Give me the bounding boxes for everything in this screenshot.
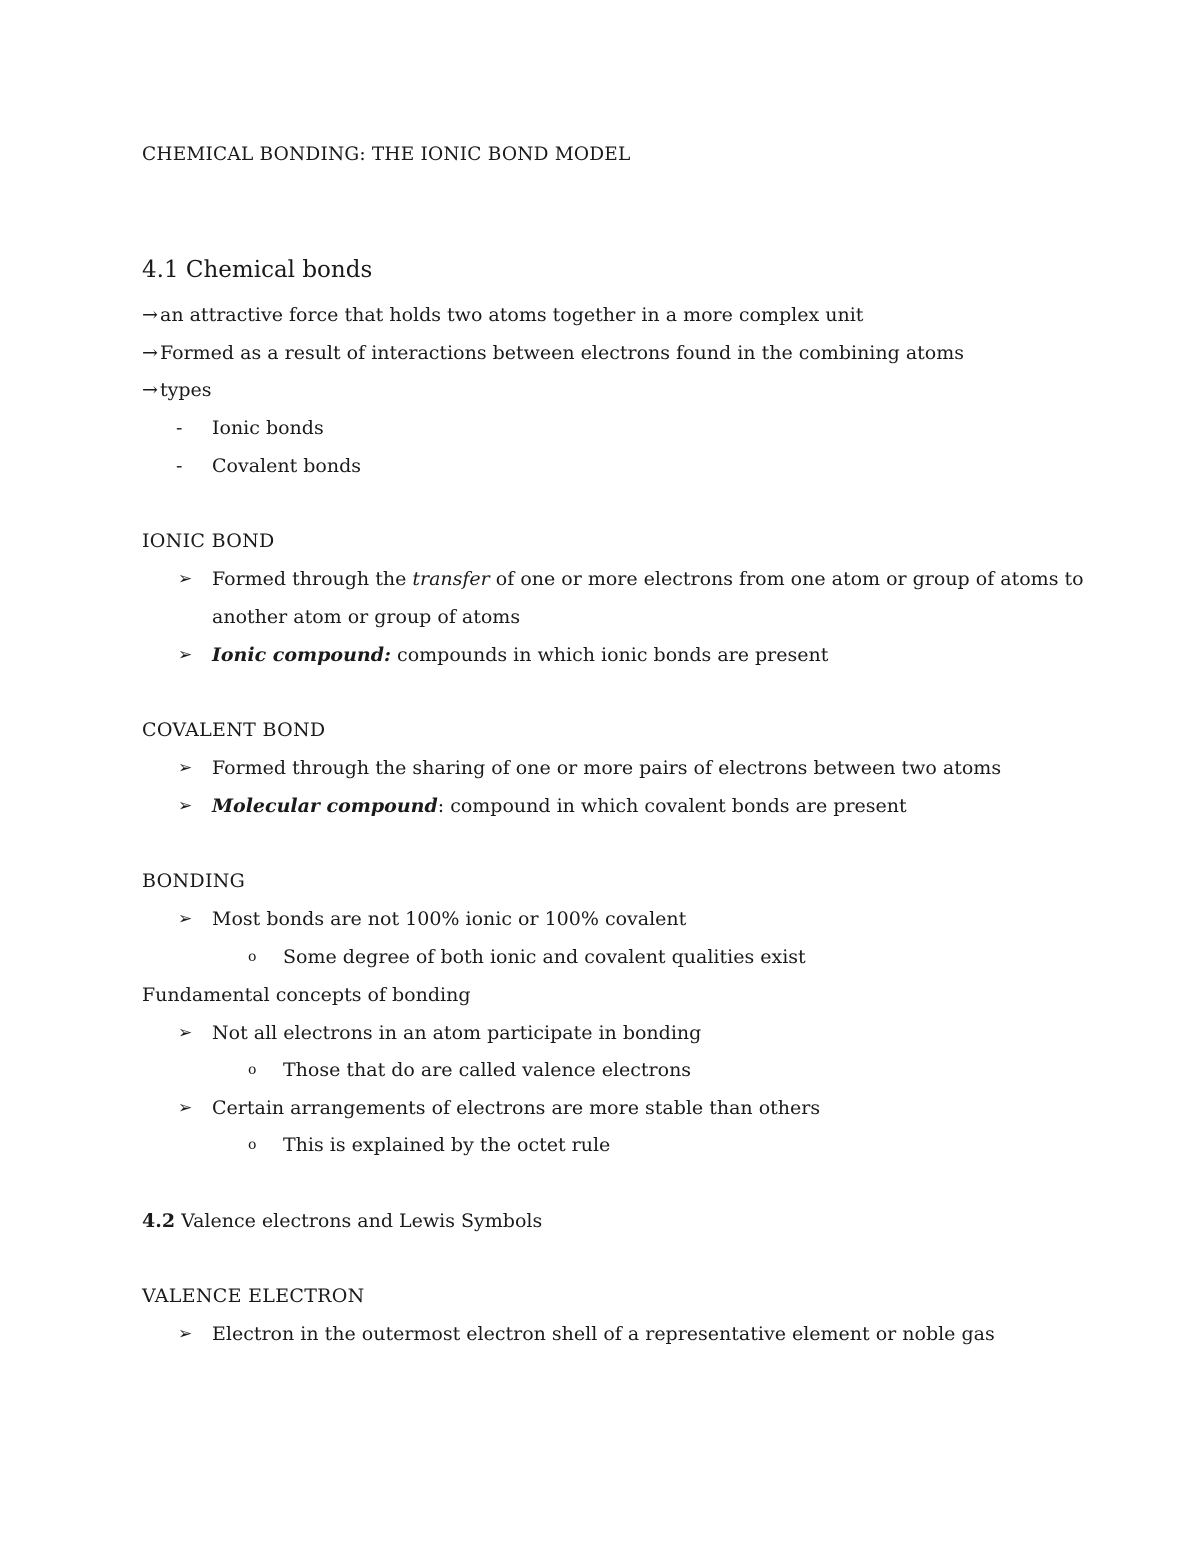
label-fundamental-concepts: Fundamental concepts of bonding — [142, 984, 471, 1006]
circle-bullet-icon: o — [248, 1062, 257, 1078]
section-heading-4-2: 4.2 Valence electrons and Lewis Symbols — [142, 1210, 543, 1232]
bonding-subitem-degree: o Some degree of both ionic and covalent qualities exist — [142, 943, 1062, 971]
ionic-item-transfer: ➢ Formed through the transfer of one or more electrons from one atom or group of atoms to — [142, 565, 1062, 593]
covalent-item-sharing: ➢ Formed through the sharing of one or more pairs of electrons between two atoms — [142, 754, 1062, 782]
fundamental-subitem-octet: o This is explained by the octet rule — [142, 1131, 1062, 1159]
arrow-item-definition: → an attractive force that holds two atoms together in a more complex unit — [142, 301, 863, 329]
arrowhead-bullet-icon: ➢ — [178, 909, 193, 929]
arrowhead-bullet-icon: ➢ — [178, 1023, 193, 1043]
arrowhead-bullet-icon: ➢ — [178, 1324, 193, 1344]
ionic-item-compound: ➢ Ionic compound: compounds in which ionic bonds are present — [142, 641, 1062, 669]
arrow-item-types: → types — [142, 376, 212, 404]
arrowhead-bullet-icon: ➢ — [178, 569, 193, 589]
document-title: CHEMICAL BONDING: THE IONIC BOND MODEL — [142, 144, 631, 165]
dash-bullet: - — [176, 417, 183, 439]
bonding-item-mixed: ➢ Most bonds are not 100% ionic or 100% covalent — [142, 905, 1062, 933]
section-heading-4-1: 4.1 Chemical bonds — [142, 257, 373, 283]
valence-item-definition: ➢ Electron in the outermost electron shell of a representative element or noble gas — [142, 1320, 1062, 1348]
label-valence-electron: VALENCE ELECTRON — [142, 1285, 365, 1307]
list-item-ionic-bonds: - Ionic bonds — [142, 414, 742, 442]
arrowhead-bullet-icon: ➢ — [178, 645, 193, 665]
label-covalent-bond: COVALENT BOND — [142, 719, 326, 741]
label-ionic-bond: IONIC BOND — [142, 530, 275, 552]
arrow-item-formation: → Formed as a result of interactions between electrons found in the combining atoms — [142, 339, 964, 367]
arrowhead-bullet-icon: ➢ — [178, 1098, 193, 1118]
fundamental-item-participation: ➢ Not all electrons in an atom participate in bonding — [142, 1019, 1062, 1047]
arrowhead-bullet-icon: ➢ — [178, 758, 193, 778]
arrow-icon: → — [142, 342, 158, 364]
list-item-covalent-bonds: - Covalent bonds — [142, 452, 742, 480]
fundamental-subitem-valence: o Those that do are called valence electrons — [142, 1056, 1062, 1084]
covalent-item-molecular: ➢ Molecular compound: compound in which covalent bonds are present — [142, 792, 1062, 820]
arrow-icon: → — [142, 304, 158, 326]
ionic-item-transfer-cont: another atom or group of atoms — [212, 606, 521, 628]
circle-bullet-icon: o — [248, 1137, 257, 1153]
arrow-icon: → — [142, 379, 158, 401]
label-bonding: BONDING — [142, 870, 246, 892]
dash-bullet: - — [176, 455, 183, 477]
fundamental-item-stability: ➢ Certain arrangements of electrons are more stable than others — [142, 1094, 1062, 1122]
arrowhead-bullet-icon: ➢ — [178, 796, 193, 816]
circle-bullet-icon: o — [248, 949, 257, 965]
